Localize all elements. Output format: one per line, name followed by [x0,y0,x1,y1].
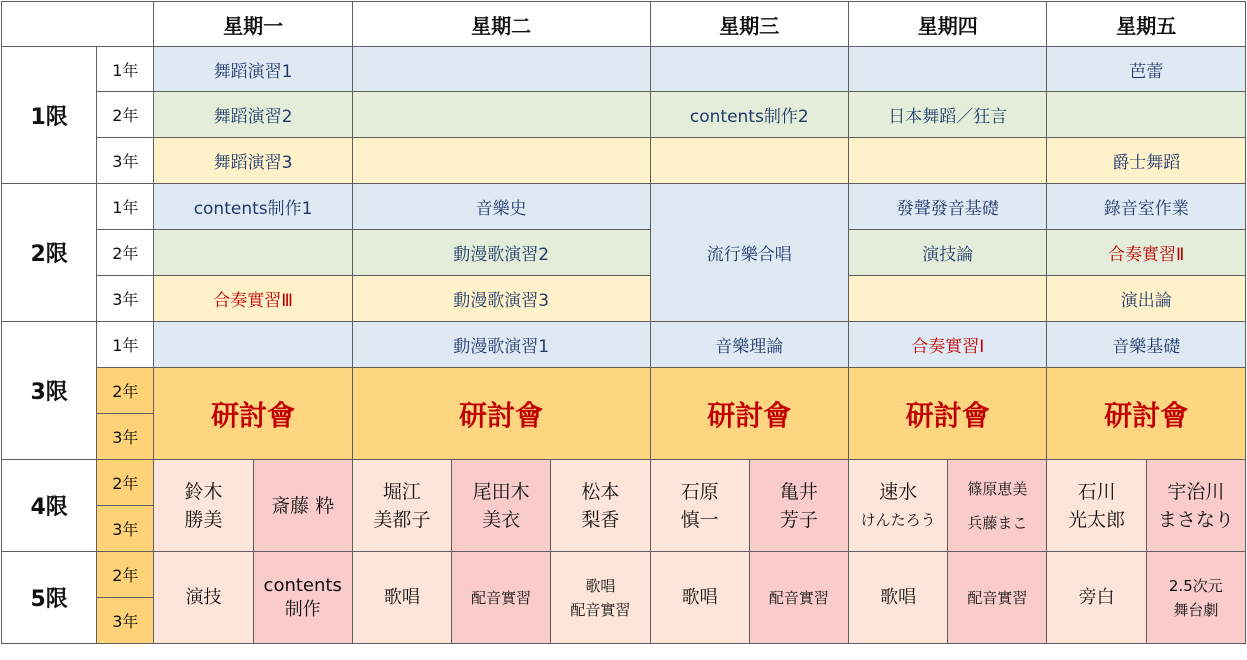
p1-y3-thu [849,138,1047,184]
course-cell [253,552,352,644]
year-label: 1年 [97,322,154,368]
teacher-name: 美都子 [373,508,431,531]
seminar-fri: 研討會 [1047,368,1246,460]
timetable [1,1,1246,644]
teacher-name: 光太郎 [1068,508,1126,531]
year-label: 2年 [97,460,154,506]
course-cell [452,552,551,644]
p1-y2-thu: 日本舞蹈／狂言 [849,92,1047,138]
period-label-4: 4限 [2,460,97,552]
p2-y1-fri: 錄音室作業 [1047,184,1246,230]
p2-y3-thu [849,276,1047,322]
p3-y2-row [2,368,1246,414]
p3-y1-fri: 音樂基礎 [1047,322,1246,368]
teacher-cell [749,460,848,552]
p1-y3-row [2,138,1246,184]
p1-y1-thu [849,47,1047,92]
year-label: 1年 [97,184,154,230]
year-label: 1年 [97,47,154,92]
year-label: 2年 [97,368,154,414]
p1-y1-row [2,47,1246,92]
course-cell [849,552,948,644]
seminar-tue: 研討會 [352,368,650,460]
teacher-name: 兵藤まこ [967,513,1028,532]
p1-y1-fri: 芭蕾 [1047,47,1246,92]
year-label: 3年 [97,598,154,644]
course-cell [1047,552,1146,644]
course-name: contents [263,574,342,596]
teacher-cell [352,460,451,552]
course-cell [749,552,848,644]
p1-y2-fri [1047,92,1246,138]
p4-y2-row [2,460,1246,506]
p2-y2-fri: 合奏實習Ⅱ [1047,230,1246,276]
p2-wed-merged: 流行樂合唱 [650,184,848,322]
year-label: 3年 [97,276,154,322]
p3-y1-thu: 合奏實習Ⅰ [849,322,1047,368]
teacher-cell [253,460,352,552]
course-name: 舞台劇 [1173,600,1219,619]
period-label-3: 3限 [2,322,97,460]
p1-y1-wed [650,47,848,92]
course-name: 配音實習 [471,588,532,607]
seminar-mon: 研討會 [154,368,352,460]
course-cell [1146,552,1245,644]
p2-y2-mon [154,230,352,276]
p2-y1-thu: 發聲發音基礎 [849,184,1047,230]
p1-y1-tue [352,47,650,92]
year-label: 3年 [97,138,154,184]
day-header-wed: 星期三 [650,2,848,47]
teacher-name: 慎一 [680,508,719,531]
course-name: 演技 [185,586,222,608]
course-name: 歌唱 [585,576,616,595]
teacher-cell [1047,460,1146,552]
teacher-cell [452,460,551,552]
course-name: 制作 [284,598,321,620]
period-label-5: 5限 [2,552,97,644]
course-name: 配音實習 [967,588,1028,607]
year-label: 2年 [97,552,154,598]
p2-y3-tue: 動漫歌演習3 [352,276,650,322]
day-header-thu: 星期四 [849,2,1047,47]
course-cell [948,552,1047,644]
p2-y1-mon: contents制作1 [154,184,352,230]
year-label: 3年 [97,414,154,460]
course-cell [154,552,253,644]
p3-y1-tue: 動漫歌演習1 [352,322,650,368]
teacher-name: まさなり [1157,508,1234,531]
header-row [2,2,1246,47]
p1-y2-row [2,92,1246,138]
teacher-name: 芳子 [779,508,818,531]
p1-y3-wed [650,138,848,184]
p2-y2-thu: 演技論 [849,230,1047,276]
p2-y2-row [2,230,1246,276]
p3-y1-row [2,322,1246,368]
p3-y1-mon [154,322,352,368]
p2-y3-fri: 演出論 [1047,276,1246,322]
teacher-cell [650,460,749,552]
teacher-name: 石川 [1077,480,1116,503]
period-label-2: 2限 [2,184,97,322]
teacher-name: 尾田木 [472,480,530,503]
p1-y3-mon: 舞蹈演習3 [154,138,352,184]
teacher-name: 斎藤 粋 [271,494,335,517]
teacher-name: 梨香 [581,508,620,531]
teacher-cell [948,460,1047,552]
p3-y1-wed: 音樂理論 [650,322,848,368]
teacher-name: 堀江 [382,480,421,503]
p5-y2-row [2,552,1246,598]
course-name: 2.5次元 [1168,576,1223,595]
teacher-cell [154,460,253,552]
course-name: 歌唱 [383,586,420,608]
teacher-name: 篠原恵美 [967,479,1028,498]
teacher-name: 亀井 [779,480,818,503]
period-label-1: 1限 [2,47,97,184]
corner-cell [2,2,154,47]
p2-y1-row [2,184,1246,230]
teacher-name: けんたろう [860,510,936,529]
seminar-wed: 研討會 [650,368,848,460]
year-label: 3年 [97,506,154,552]
teacher-name: 鈴木 [184,480,223,503]
teacher-name: 速水 [879,480,918,503]
p1-y2-tue [352,92,650,138]
p2-y2-tue: 動漫歌演習2 [352,230,650,276]
seminar-thu: 研討會 [849,368,1047,460]
p1-y2-wed: contents制作2 [650,92,848,138]
p1-y3-fri: 爵士舞蹈 [1047,138,1246,184]
day-header-tue: 星期二 [352,2,650,47]
teacher-cell [1146,460,1245,552]
p2-y3-mon: 合奏實習Ⅲ [154,276,352,322]
year-label: 2年 [97,230,154,276]
p2-y1-tue: 音樂史 [352,184,650,230]
p1-y1-mon: 舞蹈演習1 [154,47,352,92]
course-name: 配音實習 [768,588,829,607]
year-label: 2年 [97,92,154,138]
course-cell [551,552,650,644]
course-cell [352,552,451,644]
course-name: 配音實習 [570,600,631,619]
course-name: 旁白 [1078,586,1115,608]
teacher-name: 美衣 [482,508,521,531]
day-header-fri: 星期五 [1047,2,1246,47]
p1-y2-mon: 舞蹈演習2 [154,92,352,138]
course-name: 歌唱 [880,586,917,608]
course-name: 歌唱 [681,586,718,608]
teacher-name: 松本 [581,480,620,503]
teacher-name: 勝美 [184,508,223,531]
course-cell [650,552,749,644]
teacher-cell [551,460,650,552]
teacher-cell [849,460,948,552]
p1-y3-tue [352,138,650,184]
teacher-name: 宇治川 [1167,480,1225,503]
teacher-name: 石原 [680,480,719,503]
p2-y3-row [2,276,1246,322]
day-header-mon: 星期一 [154,2,352,47]
